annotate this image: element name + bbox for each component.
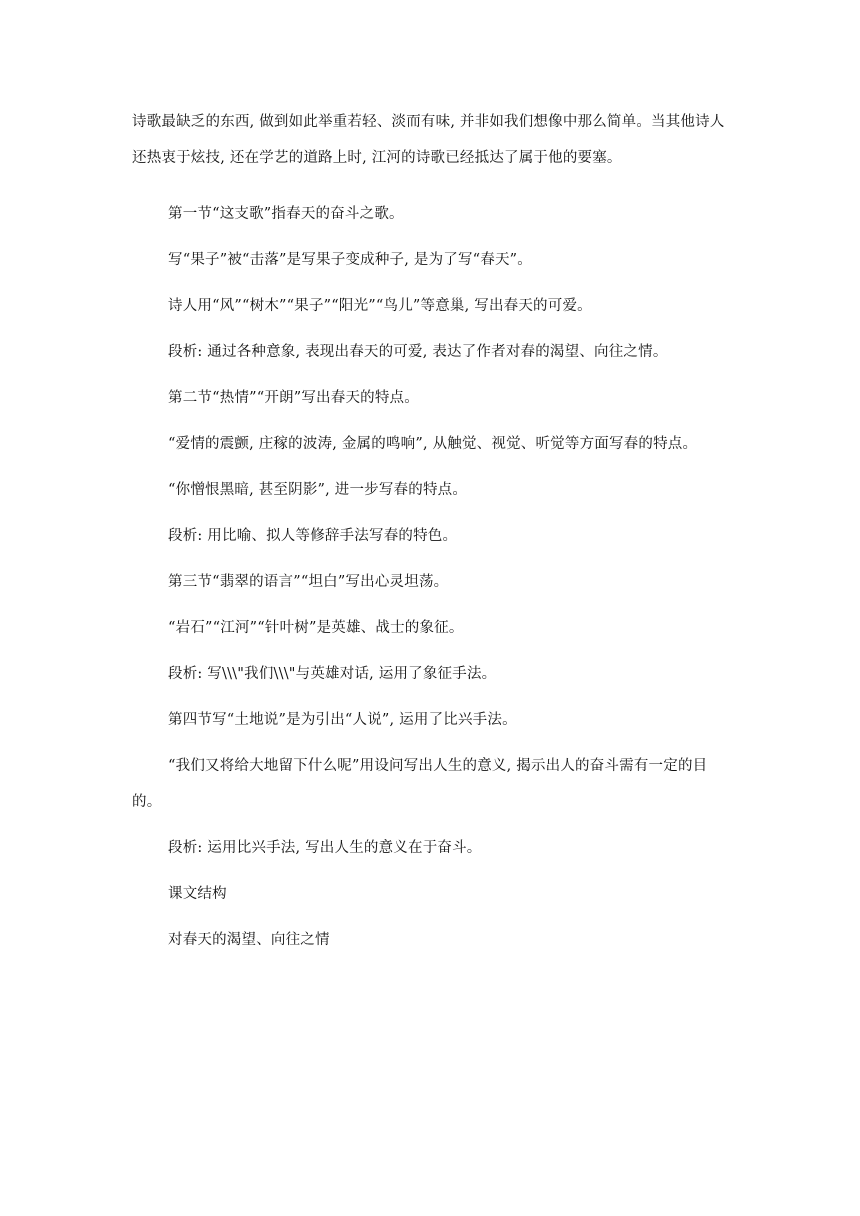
paragraph-structure-heading: 课文结构 — [168, 886, 227, 902]
analysis-list — [132, 196, 732, 968]
paragraph-section-3: 第三节“翡翠的语言”“坦白”写出心灵坦荡。 — [168, 574, 449, 590]
paragraph-analysis-2: 段析: 用比喻、拟人等修辞手法写春的特色。 — [168, 528, 458, 544]
paragraph-section-2: 第二节“热情”“开朗”写出春天的特点。 — [168, 390, 419, 406]
paragraph-section-4: 第四节写“土地说”是为引出“人说”, 运用了比兴手法。 — [168, 712, 517, 728]
intro-text: 诗歌最缺乏的东西, 做到如此举重若轻、淡而有味, 并非如我们想像中那么简单。当其他诗人还热衷于炫技, 还在学艺的道路上时, 江河的诗歌已经抵达了属于他的要塞。 — [132, 114, 725, 166]
paragraph-analysis-4: 段析: 运用比兴手法, 写出人生的意义在于奋斗。 — [168, 840, 482, 856]
paragraph-fruit: 写“果子”被“击落”是写果子变成种子, 是为了写“春天”。 — [168, 252, 532, 268]
intro-paragraph — [132, 104, 732, 176]
paragraph-analysis-3: 段析: 写\\\"我们\\\"与英雄对话, 运用了象征手法。 — [168, 666, 497, 682]
paragraph-question: “我们又将给大地留下什么呢”用设问写出人生的意义, 揭示出人的奋斗需有一定的目的。 — [132, 758, 708, 810]
paragraph-section-1: 第一节“这支歌”指春天的奋斗之歌。 — [168, 206, 404, 222]
paragraph-darkness: “你憎恨黑暗, 甚至阴影”, 进一步写春的特点。 — [168, 482, 468, 498]
paragraph-senses: “爱情的震颤, 庄稼的波涛, 金属的鸣响”, 从触觉、视觉、听觉等方面写春的特点。 — [168, 436, 698, 452]
paragraph-structure-item: 对春天的渴望、向往之情 — [168, 932, 330, 948]
paragraph-imagery: 诗人用“风”“树木”“果子”“阳光”“鸟儿”等意巢, 写出春天的可爱。 — [168, 298, 592, 314]
paragraph-symbols: “岩石”“江河”“针叶树”是英雄、战士的象征。 — [168, 620, 464, 636]
paragraph-analysis-1: 段析: 通过各种意象, 表现出春天的可爱, 表达了作者对春的渴望、向往之情。 — [168, 344, 668, 360]
